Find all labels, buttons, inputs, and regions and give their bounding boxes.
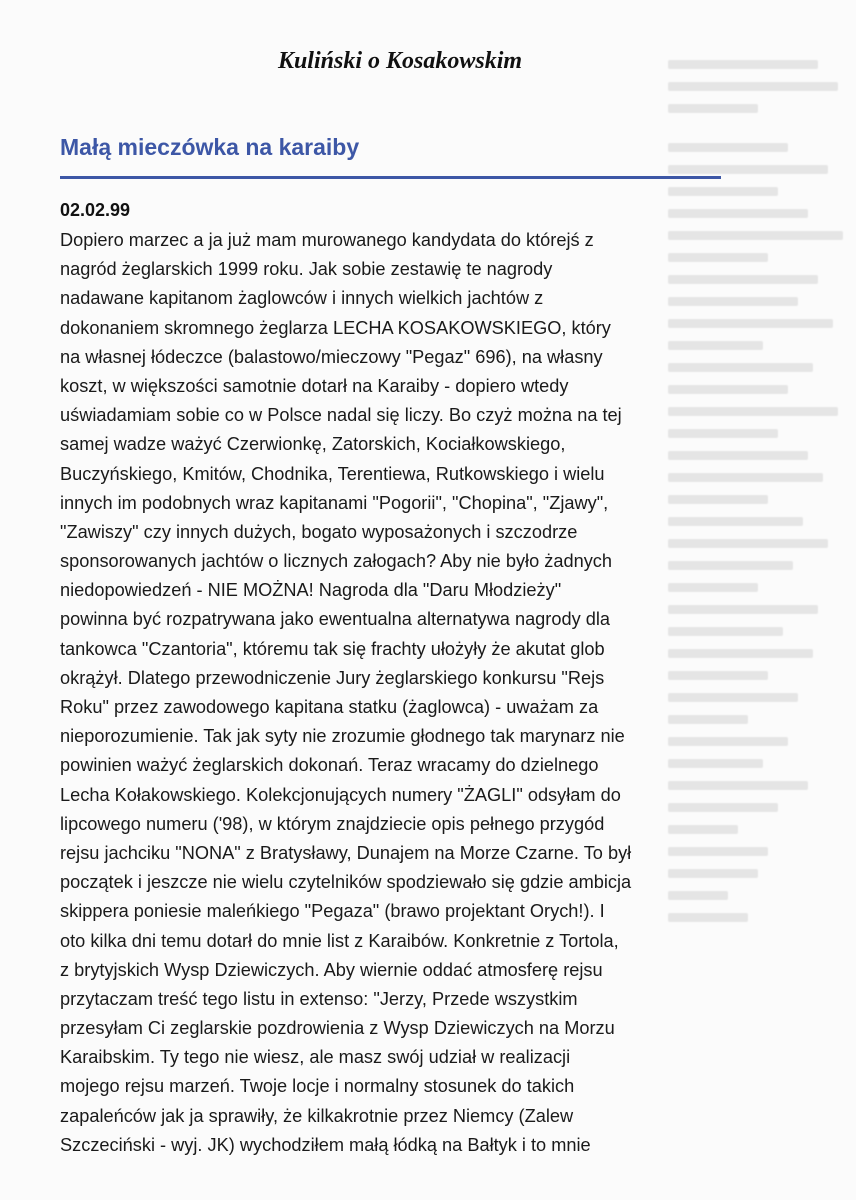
body-line: niedopowiedzeń - NIE MOŻNA! Nagroda dla "Daru Młodzieży"	[60, 580, 562, 601]
body-line: mojego rejsu marzeń. Twoje locje i normalny stosunek do takich	[60, 1076, 575, 1097]
body-line: Lecha Kołakowskiego. Kolekcjonujących numery "ŻAGLI" odsyłam do	[60, 784, 621, 805]
body-line: skippera poniesie maleńkiego "Pegaza" (brawo projektant Orych!). I	[60, 901, 605, 922]
page-header: Kuliński o Kosakowskim	[277, 48, 523, 74]
body-line: Karaibskim. Ty tego nie wiesz, ale masz swój udział w realizacji	[60, 1047, 571, 1068]
body-line: lipcowego numeru ('98), w którym znajdziecie opis pełnego przygód	[60, 813, 605, 834]
body-line: nieporozumienie. Tak jak syty nie zrozumie głodnego tak marynarz nie	[60, 726, 625, 747]
body-line: początek i jeszcze nie wielu czytelników spodziewało się gdzie ambicja	[60, 872, 632, 893]
body-line: samej wadze ważyć Czerwionkę, Zatorskich, Kociałkowskiego,	[60, 434, 566, 455]
body-line: okrążył. Dlatego przewodniczenie Jury żeglarskiego konkursu "Rejs	[60, 667, 605, 688]
article-title: Małą mieczówka na karaiby	[60, 134, 360, 160]
body-line: dokonaniem skromnego żeglarza LECHA KOSAKOWSKIEGO, który	[60, 317, 611, 338]
body-line: oto kilka dni temu dotarł do mnie list z Karaibów. Konkretnie z Tortola,	[60, 930, 619, 951]
body-line: Buczyńskiego, Kmitów, Chodnika, Terentiewa, Rutkowskiego i wielu	[60, 463, 605, 484]
body-line: na własnej łódeczce (balastowo/mieczowy "Pegaz" 696), na własny	[60, 346, 603, 367]
body-line: nadawane kapitanom żaglowców i innych wielkich jachtów z	[60, 288, 544, 309]
body-line: koszt, w większości samotnie dotarł na Karaiby - dopiero wtedy	[60, 375, 569, 396]
body-line: rejsu jachciku "NONA" z Bratysławy, Dunajem na Morze Czarne. To był	[60, 842, 632, 863]
body-line: Dopiero marzec a ja już mam murowanego kandydata do którejś z	[60, 230, 594, 250]
article-date: 02.02.99	[60, 200, 131, 220]
body-line: przesyłam Ci zeglarskie pozdrowienia z Wysp Dziewiczych na Morzu	[60, 1018, 615, 1039]
body-line: zapaleńców jak ja sprawiły, że kilkakrotnie przez Niemcy (Zalew	[60, 1105, 574, 1126]
body-line: z brytyjskich Wysp Dziewiczych. Aby wiernie oddać atmosferę rejsu	[60, 959, 603, 980]
body-line: nagród żeglarskich 1999 roku. Jak sobie zestawię te nagrody	[60, 259, 553, 280]
article-body	[60, 226, 740, 1160]
title-divider	[60, 176, 721, 179]
body-line: sponsorowanych jachtów o licznych załogach? Aby nie było żadnych	[60, 551, 613, 572]
body-line: uświadamiam sobie co w Polsce nadal się liczy. Bo czyż można na tej	[60, 405, 622, 426]
body-line: tankowca "Czantoria", któremu tak się frachty ułożyły że akutat glob	[60, 638, 605, 659]
body-line: Szczeciński - wyj. JK) wychodziłem małą łódką na Bałtyk i to mnie	[60, 1134, 591, 1155]
body-line: innych im podobnych wraz kapitanami "Pogorii", "Chopina", "Zjawy",	[60, 492, 609, 513]
body-line: "Zawiszy" czy innych dużych, bogato wyposażonych i szczodrze	[60, 521, 578, 542]
body-line: Roku" przez zawodowego kapitana statku (żaglowca) - uważam za	[60, 697, 599, 717]
body-line: powinna być rozpatrywana jako ewentualna alternatywa nagrody dla	[60, 609, 611, 630]
body-line: przytaczam treść tego listu in extenso: "Jerzy, Przede wszystkim	[60, 988, 578, 1009]
body-line: powinien ważyć żeglarskich dokonań. Teraz wracamy do dzielnego	[60, 755, 599, 776]
